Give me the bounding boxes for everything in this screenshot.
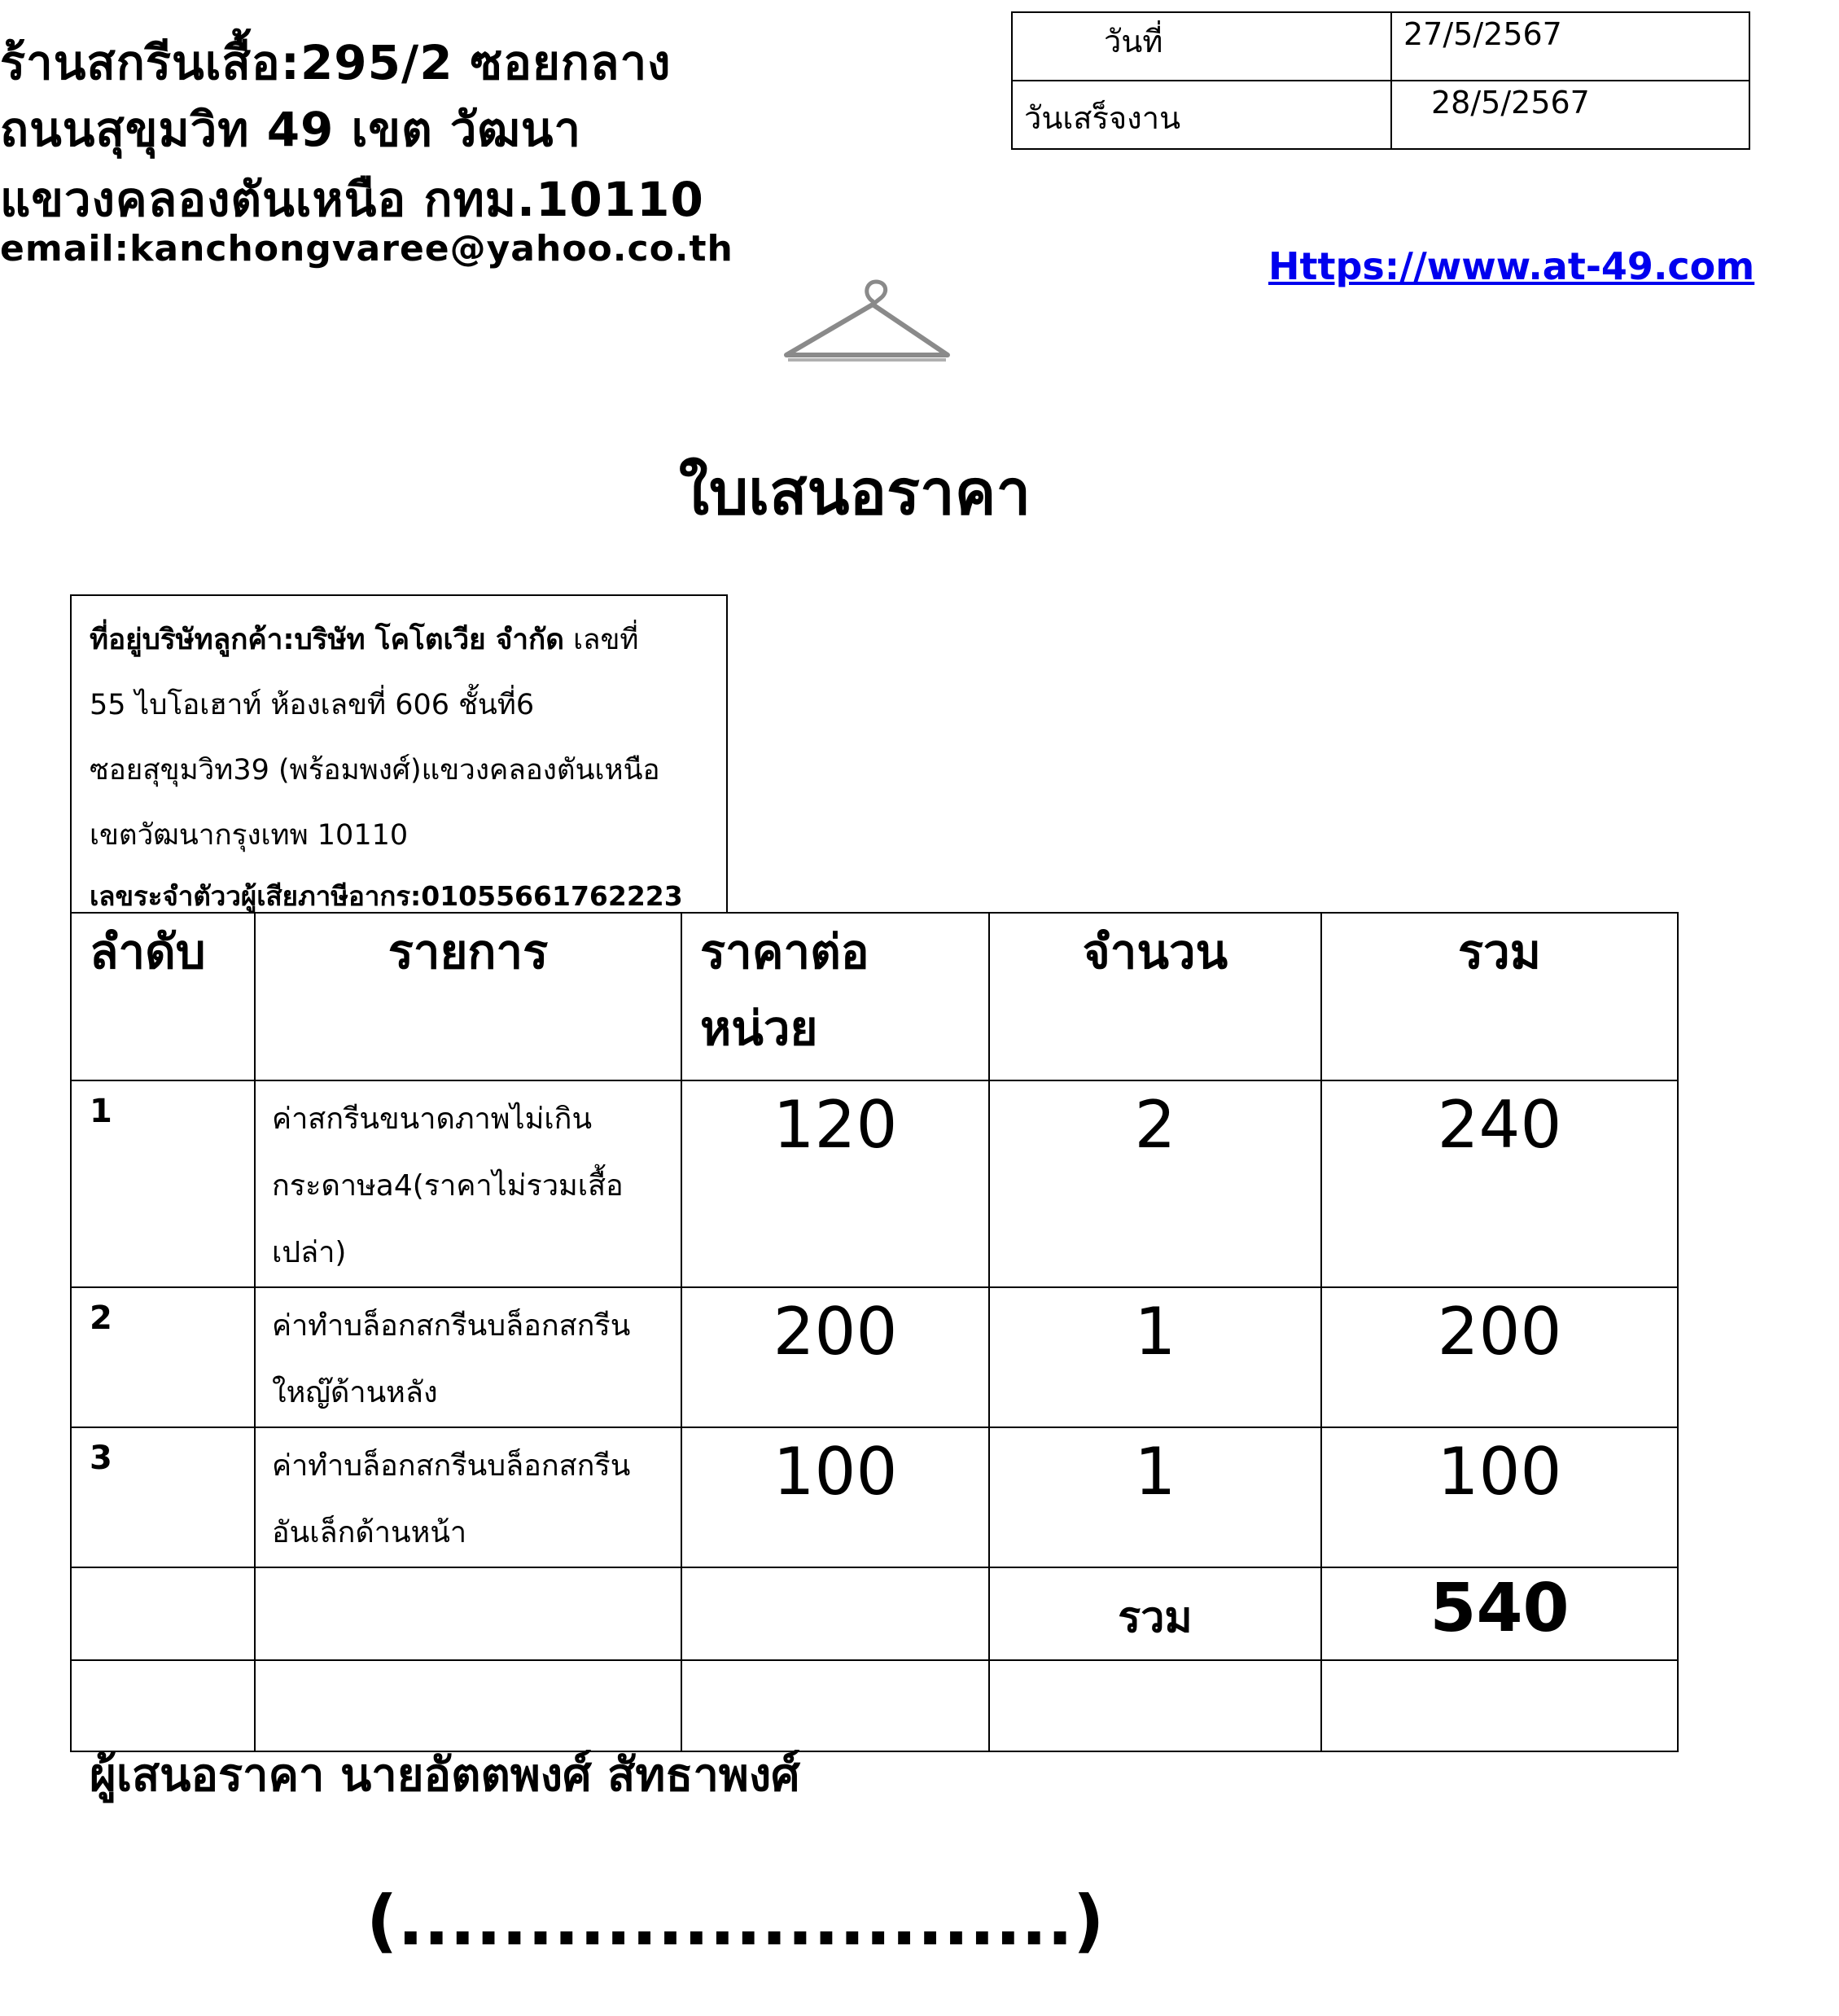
row-qty: 1: [989, 1287, 1321, 1427]
row-no: 1: [71, 1080, 255, 1287]
sum-label: รวม: [989, 1567, 1321, 1660]
table-sum-row: [71, 1567, 1678, 1660]
table-row: [71, 1080, 1678, 1287]
customer-company: บริษัท โคโตเวีย จำกัด: [294, 624, 564, 656]
shop-address-line: แขวงคลองตันเหนือ กทม.10110: [0, 172, 704, 227]
hanger-icon: [782, 277, 952, 366]
row-item-line: ค่าสกรีนขนาดภาพไม่เกิน: [272, 1102, 593, 1136]
row-item-line: เปล่า): [272, 1236, 347, 1269]
header-total: รวม: [1321, 913, 1678, 1080]
empty-cell: [1321, 1660, 1678, 1751]
row-item: [255, 1427, 681, 1567]
sum-value: 540: [1321, 1567, 1678, 1660]
customer-label: ที่อยู่บริษัทลูกค้า:: [90, 624, 295, 656]
row-total: 240: [1321, 1080, 1678, 1287]
shop-email: email:kanchongvaree@yahoo.co.th: [0, 228, 733, 270]
row-total: 200: [1321, 1287, 1678, 1427]
row-qty: 1: [989, 1427, 1321, 1567]
customer-address-part: เลขที่: [573, 624, 639, 656]
date-value: 27/5/2567: [1391, 12, 1749, 81]
quotation-table: [70, 912, 1679, 1752]
row-item: [255, 1080, 681, 1287]
date-label: วันที่: [1012, 12, 1391, 81]
customer-address-line: 55 ไบโอเฮาท์ ห้องเลขที่ 606 ชั้นที่6: [90, 689, 535, 721]
header-unit-price: [681, 913, 989, 1080]
date-table: [1011, 11, 1750, 150]
empty-cell: [989, 1660, 1321, 1751]
row-qty: 2: [989, 1080, 1321, 1287]
header-unit-price-line: หน่วย: [700, 1001, 818, 1056]
customer-address-line: [90, 607, 708, 673]
customer-address-line: เขตวัฒนากรุงเทพ 10110: [90, 819, 409, 852]
customer-address-line: ซอยสุขุมวิท39 (พร้อมพงศ์)แขวงคลองตันเหนือ: [90, 754, 660, 787]
header-no: ลำดับ: [71, 913, 255, 1080]
customer-tax-id: เลขระจำตัววผู้เสียภาษีอากร:01055661762223: [90, 880, 683, 912]
row-item: [255, 1287, 681, 1427]
row-unit-price: 120: [681, 1080, 989, 1287]
row-unit-price: 200: [681, 1287, 989, 1427]
website-link[interactable]: Https://www.at-49.com: [1268, 244, 1755, 288]
empty-cell: [255, 1567, 681, 1660]
signature-line: (..........................): [366, 1881, 1105, 1961]
finish-date-value: 28/5/2567: [1391, 81, 1749, 149]
header-qty: จำนวน: [989, 913, 1321, 1080]
finish-date-label: วันเสร็จงาน: [1012, 81, 1391, 149]
customer-address-box: [70, 594, 728, 912]
row-item-line: กระดาษa4(ราคาไม่รวมเสื้อ: [272, 1169, 624, 1203]
row-item-line: ค่าทำบล็อกสกรีนบล็อกสกรีน: [272, 1449, 631, 1483]
empty-cell: [71, 1567, 255, 1660]
empty-cell: [681, 1567, 989, 1660]
row-total: 100: [1321, 1427, 1678, 1567]
shop-address-line: ถนนสุขุมวิท 49 เขต วัฒนา: [0, 102, 582, 157]
row-no: 3: [71, 1427, 255, 1567]
table-header-row: [71, 913, 1678, 1080]
header-unit-price-line: ราคาต่อ: [700, 924, 869, 980]
row-item-line: ค่าทำบล็อกสกรีนบล็อกสกรีน: [272, 1309, 631, 1343]
table-row: [71, 1427, 1678, 1567]
shop-name-line: ร้านสกรีนเสื้อ:295/2 ซอยกลาง: [0, 35, 672, 90]
row-item-line: อันเล็กด้านหน้า: [272, 1516, 467, 1549]
table-row: [71, 1287, 1678, 1427]
row-unit-price: 100: [681, 1427, 989, 1567]
document-title: ใบเสนอราคา: [678, 456, 1031, 528]
signer-name: ผู้เสนอราคา นายอัตตพงศ์ สัทธาพงศ์: [90, 1749, 800, 1802]
header-item: รายการ: [255, 913, 681, 1080]
row-no: 2: [71, 1287, 255, 1427]
row-item-line: ใหญ๊ด้านหลัง: [272, 1376, 438, 1409]
